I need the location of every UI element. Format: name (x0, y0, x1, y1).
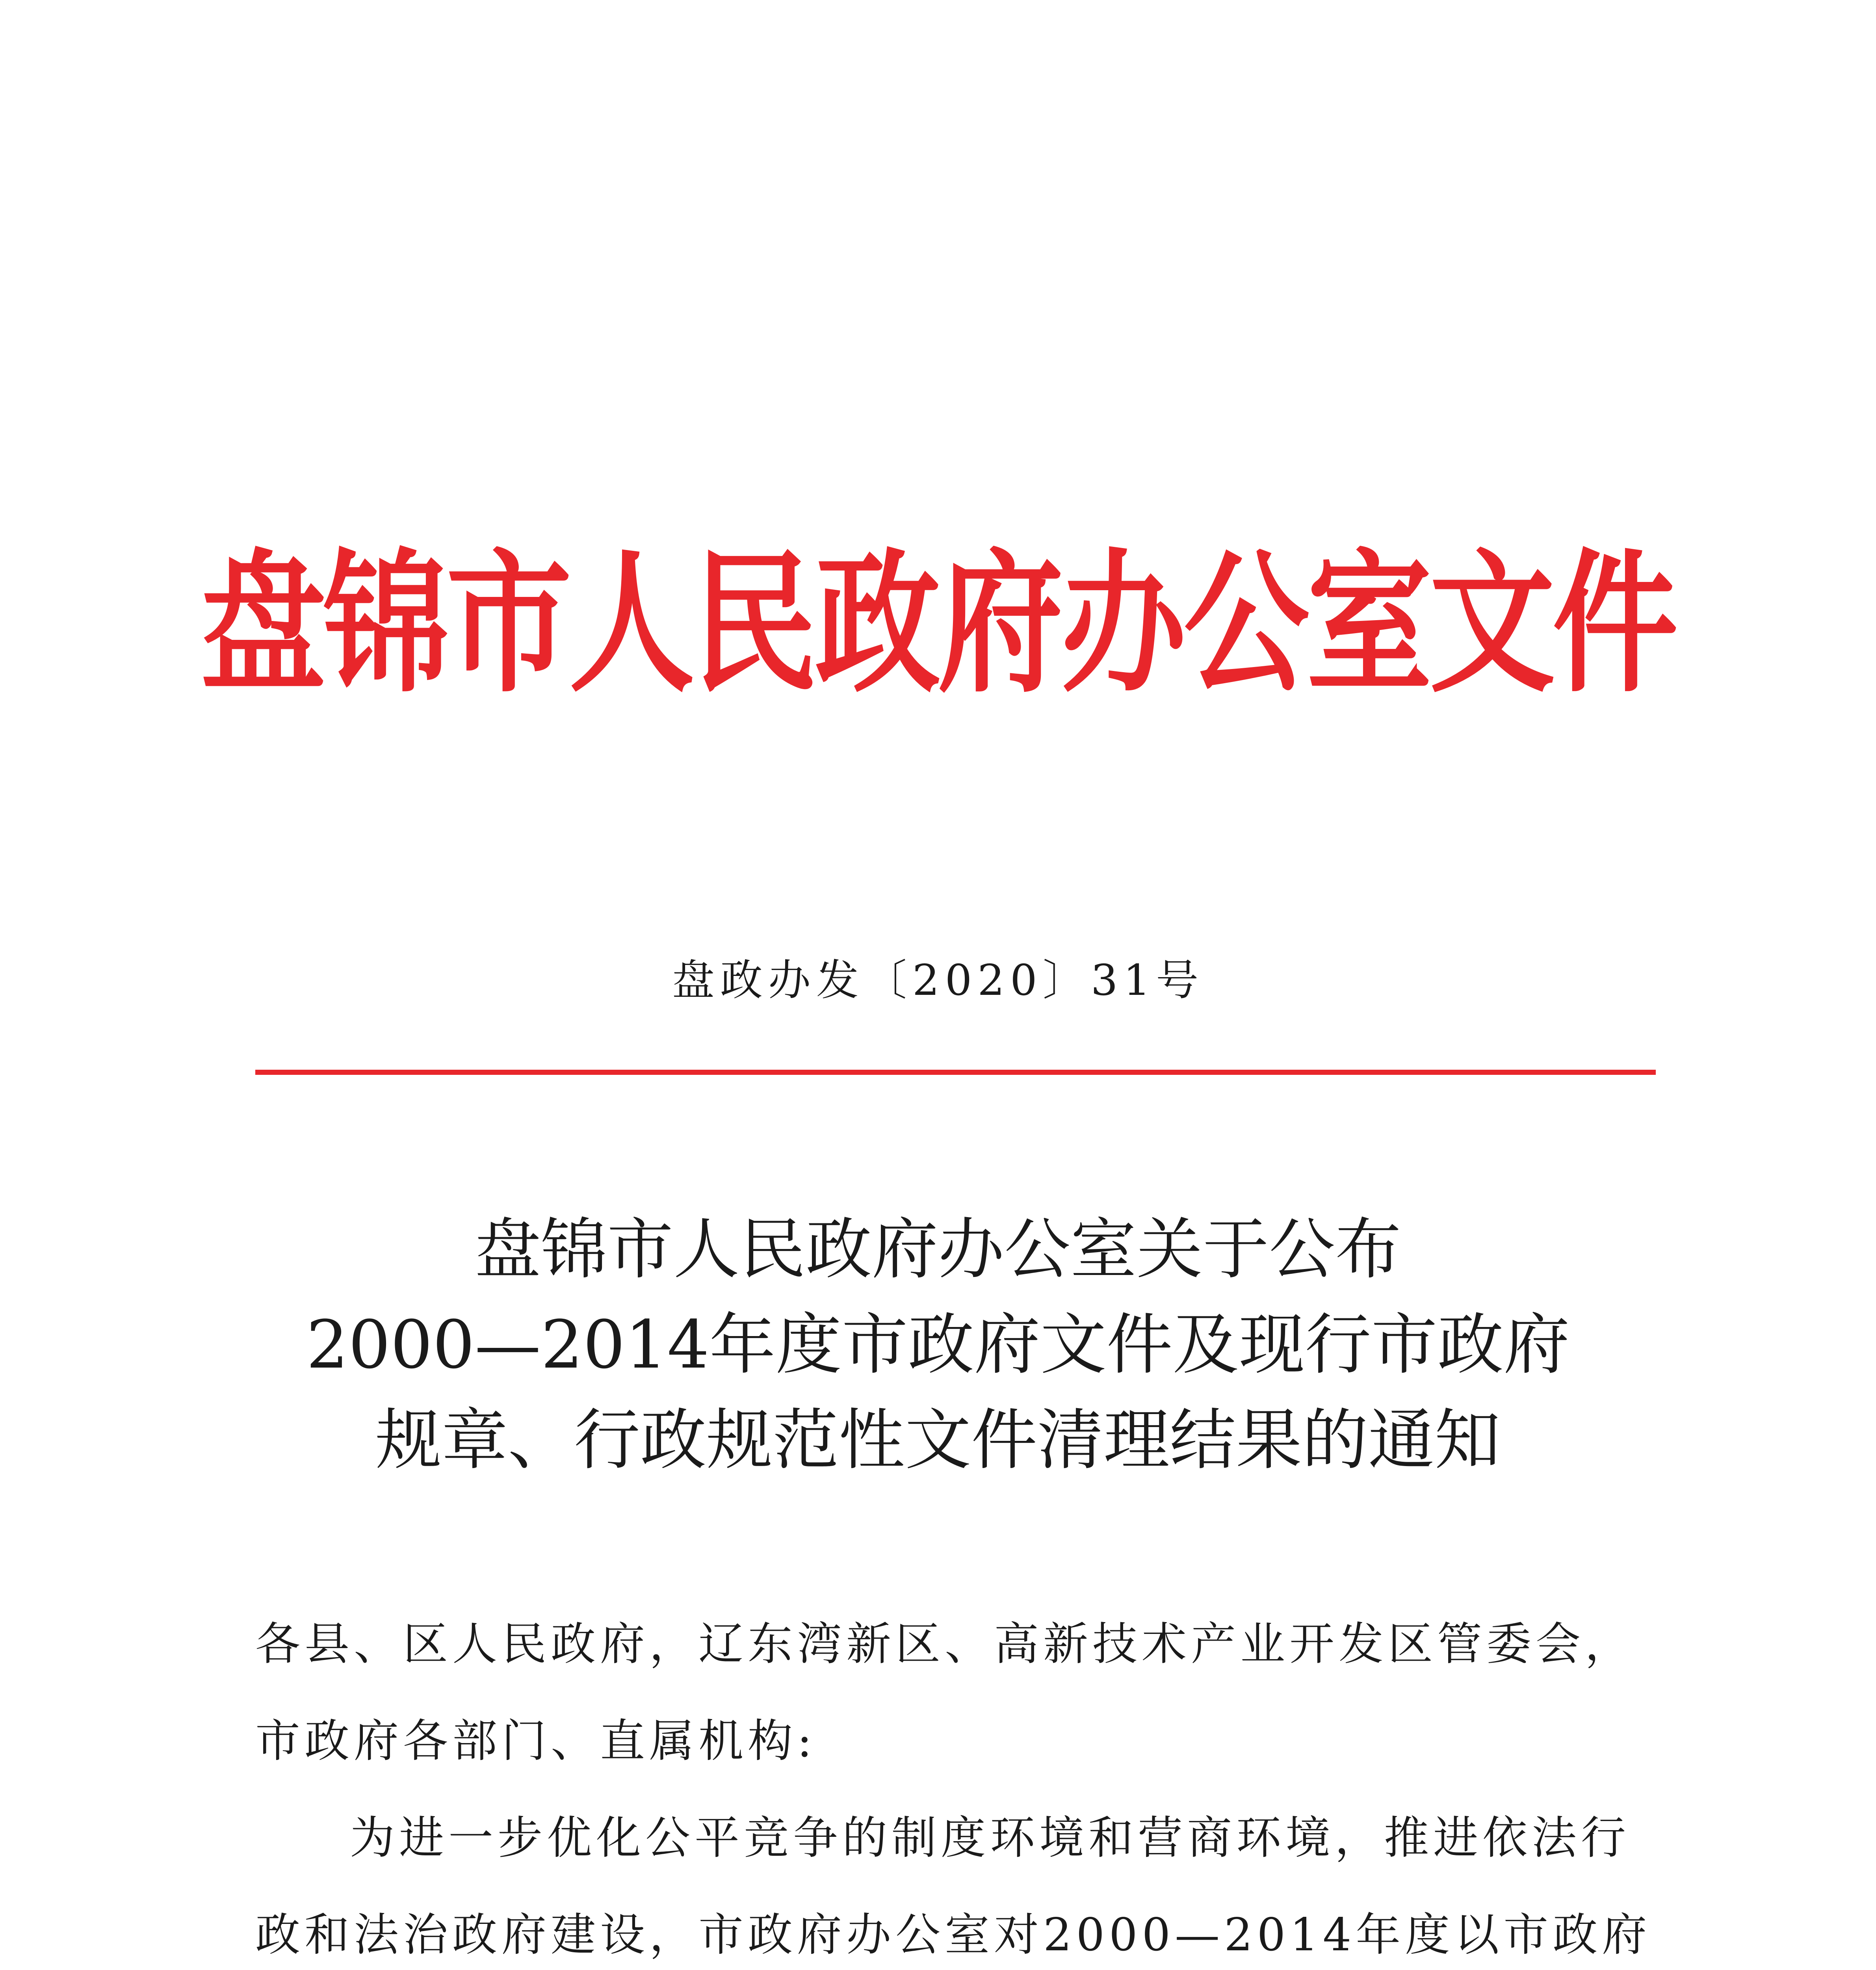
addressee-line: 各县、区人民政府，辽东湾新区、高新技术产业开发区管委会， (255, 1618, 1635, 1670)
document-number: 盘政办发〔2020〕31号 (672, 956, 1204, 1005)
notice-title (0, 1202, 1876, 1488)
masthead-title: 盘锦市人民政府办公室文件 (201, 535, 1675, 713)
title-line: 规章、行政规范性文件清理结果的通知 (375, 1401, 1501, 1479)
title-line: 2000—2014年度市政府文件及现行市政府 (306, 1306, 1570, 1383)
addressee-line: 市政府各部门、直属机构: (255, 1715, 817, 1767)
notice-body (255, 1596, 1656, 1970)
title-line: 盘锦市人民政府办公室关于公布 (475, 1211, 1401, 1288)
paragraph-line: 政和法治政府建设，市政府办公室对2000—2014年度以市政府 (255, 1909, 1651, 1961)
addressee (255, 1596, 1656, 1790)
body-paragraph (255, 1790, 1656, 1970)
red-divider-line (255, 1070, 1656, 1075)
paragraph-line: 为进一步优化公平竞争的制度环境和营商环境，推进依法行 (350, 1812, 1631, 1864)
